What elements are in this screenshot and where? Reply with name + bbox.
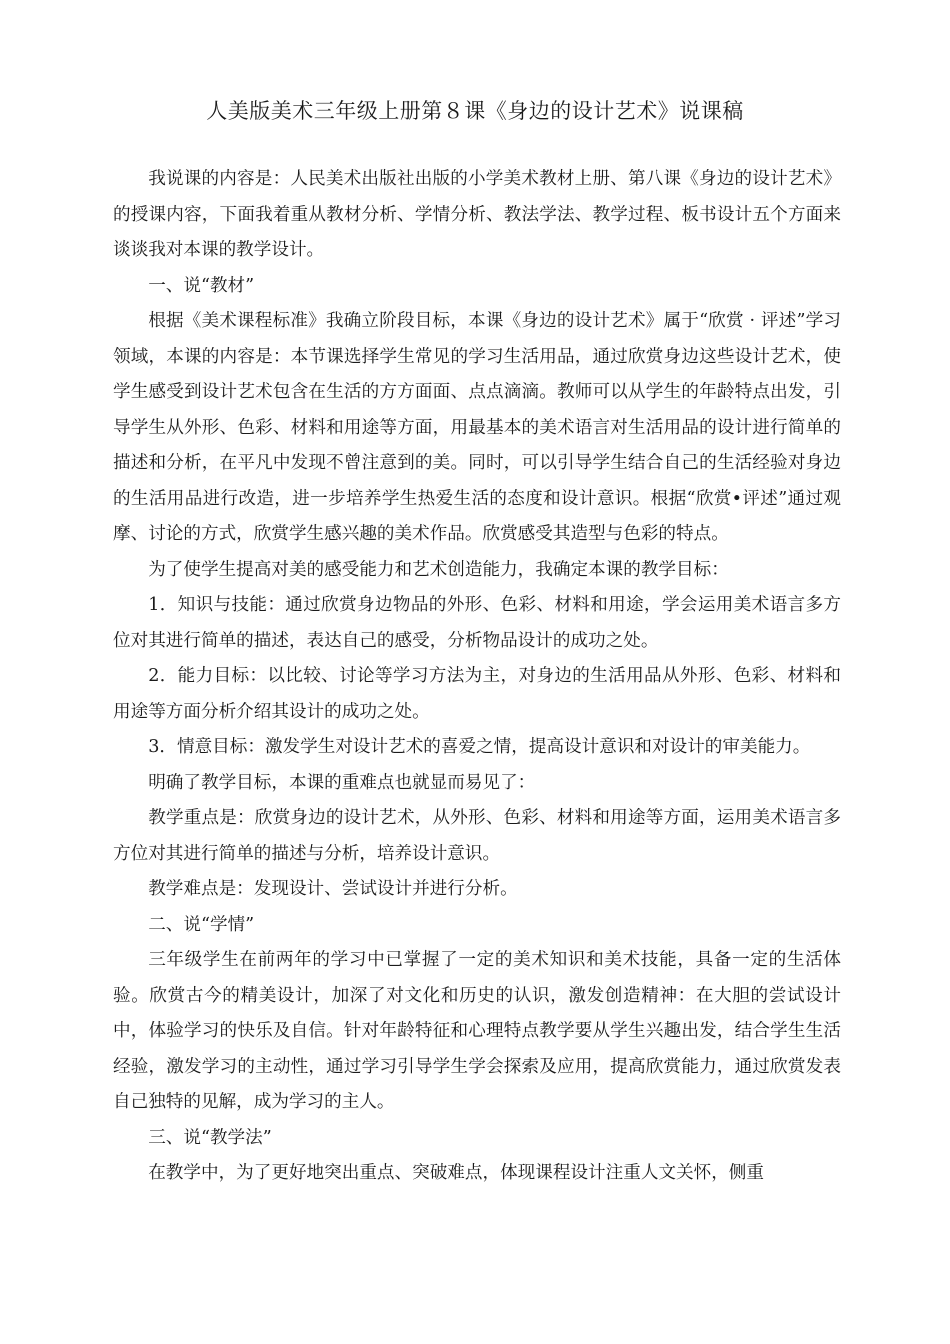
section-heading-methods: 三、说“教学法”: [148, 1127, 272, 1148]
section-heading-students: 二、说“学情”: [148, 914, 255, 935]
paragraph-difficult-point: 教学难点是：发现设计、尝试设计并进行分析。: [148, 879, 518, 899]
paragraph-goal-knowledge: 1．知识与技能：通过欣赏身边物品的外形、色彩、材料和用途，学会运用美术语言多方位对其进行简单的描述，表达自己的感受，分析物品设计的成功之处。: [113, 595, 841, 651]
paragraph-goal-emotion: 3．情意目标：激发学生对设计艺术的喜爱之情，提高设计意识和对设计的审美能力。: [148, 737, 811, 757]
paragraph-key-point: 教学重点是：欣赏身边的设计艺术，从外形、色彩、材料和用途等方面，运用美术语言多方位对其进行简单的描述与分析，培养设计意识。: [113, 808, 841, 864]
paragraph-goals-intro: 为了使学生提高对美的感受能力和艺术创造能力，我确定本课的教学目标：: [148, 559, 729, 580]
paragraph-key-points-intro: 明确了教学目标，本课的重难点也就显而易见了：: [148, 772, 536, 793]
section-heading-textbook: 一、说“教材”: [148, 275, 255, 296]
document-body: [113, 162, 841, 1192]
paragraph-student-analysis: 三年级学生在前两年的学习中已掌握了一定的美术知识和美术技能，具备一定的生活体验。欣赏古今的精美设计，加深了对文化和历史的认识，激发创造精神：在大胆的尝试设计中，体验学习的快乐及自信。针对年龄特征和心理特点教学要从学生兴趣出发，结合学生生活经验，激发学习的主动性，通过学习引导学生学会探索及应用，提高欣赏能力，通过欣赏发表自己独特的见解，成为学习的主人。: [113, 950, 841, 1112]
paragraph-intro: 我说课的内容是：人民美术出版社出版的小学美术教材上册、第八课《身边的设计艺术》的授课内容，下面我着重从教材分析、学情分析、教法学法、教学过程、板书设计五个方面来谈谈我对本课的教学设计。: [113, 169, 841, 260]
paragraph-textbook-analysis: 根据《美术课程标准》我确立阶段目标，本课《身边的设计艺术》属于“欣赏 · 评述”学习领域，本课的内容是：本节课选择学生常见的学习生活用品，通过欣赏身边这些设计艺术，使学生感受到设计艺术包含在生活的方方面面、点点滴滴。教师可以从学生的年龄特点出发，引导学生从外形、色彩、材料和用途等方面，用最基本的美术语言对生活用品的设计进行简单的描述和分析，在平凡中发现不曾注意到的美。同时，可以引导学生结合自己的生活经验对身边的生活用品进行改造，进一步培养学生热爱生活的态度和设计意识。根据“欣赏•评述”通过观摩、讨论的方式，欣赏学生感兴趣的美术作品。欣赏感受其造型与色彩的特点。: [113, 311, 841, 544]
paragraph-methods: 在教学中，为了更好地突出重点、突破难点，体现课程设计注重人文关怀，侧重: [148, 1163, 764, 1183]
paragraph-goal-ability: 2．能力目标：以比较、讨论等学习方法为主，对身边的生活用品从外形、色彩、材料和用途等方面分析介绍其设计的成功之处。: [113, 666, 841, 722]
page-title: 人美版美术三年级上册第８课《身边的设计艺术》说课稿: [206, 99, 744, 123]
